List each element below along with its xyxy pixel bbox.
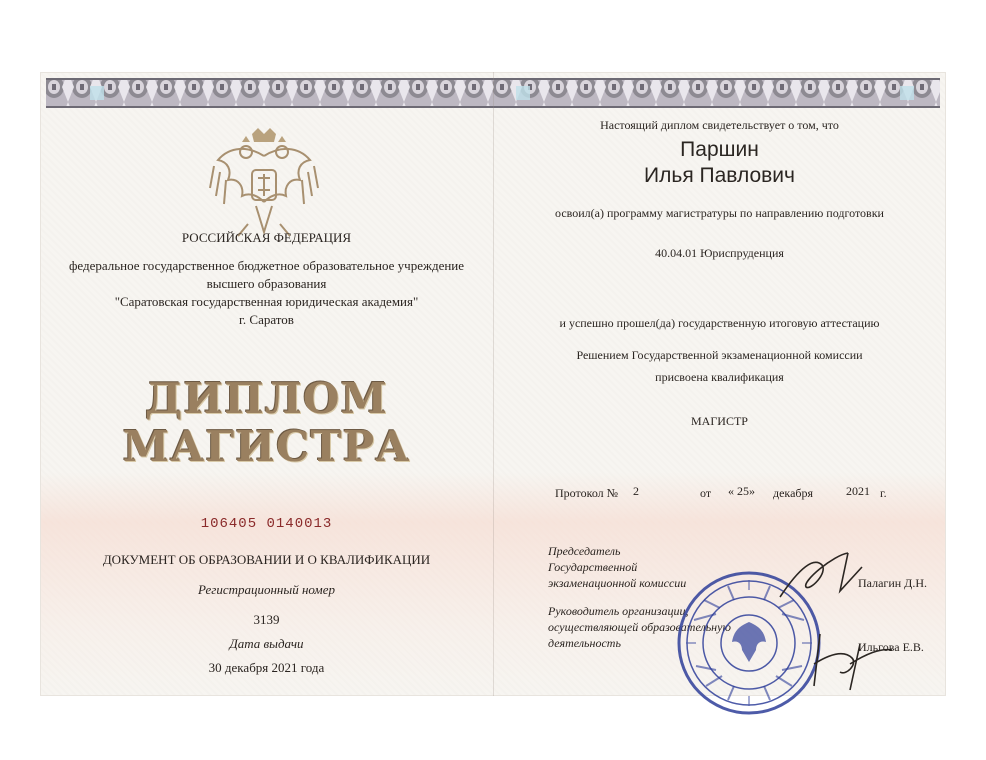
diploma-title-line-1: ДИПЛОМ [145,374,388,423]
protocol-label: Протокол № [555,486,619,500]
program-text: освоил(а) программу магистратуры по направлению подготовки [555,206,884,220]
head-title-line-1: Руководитель организации, [548,604,689,618]
issue-date: 30 декабря 2021 года [208,660,325,675]
decision-line-1: Решением Государственной экзаменационной комиссии [576,348,863,362]
program-name: 40.04.01 Юриспруденция [655,246,784,260]
head-name: Ильгова Е.В. [858,640,924,654]
serial-number: 106405 0140013 [200,516,333,532]
institution-line-3: "Саратовская государственная юридическая академия" [114,294,419,309]
chair-title-line-1: Председатель [548,544,621,558]
chair-signature [770,547,890,607]
head-title-line-2: осуществляющей образовательную [548,620,731,634]
issue-date-label: Дата выдачи [229,636,304,651]
institution-line-2: высшего образования [206,276,327,291]
registration-label: Регистрационный номер [198,582,335,597]
country-name: РОССИЙСКАЯ ФЕДЕРАЦИЯ [181,230,352,245]
qualification: МАГИСТР [691,414,748,428]
head-signature [800,624,900,694]
head-title-line-3: деятельность [548,636,621,650]
protocol-year: 2021 [846,484,870,498]
double-headed-eagle-icon [208,126,320,242]
protocol-number: 2 [633,484,639,498]
chair-title-line-3: экзаменационной комиссии [548,576,687,590]
intro-text: Настоящий диплом свидетельствует о том, что [600,118,839,132]
document-type: ДОКУМЕНТ ОБ ОБРАЗОВАНИИ И О КВАЛИФИКАЦИИ [102,552,431,567]
protocol-year-suffix: г. [880,486,887,500]
registration-number: 3139 [253,612,280,627]
chair-title-line-2: Государственной [548,560,638,574]
institution-line-1: федеральное государственное бюджетное образовательное учреждение [68,258,465,273]
attestation-text: и успешно прошел(да) государственную итоговую аттестацию [559,316,880,330]
recipient-given-names: Илья Павлович [644,164,795,187]
diploma-title-line-2: МАГИСТРА [122,422,411,471]
diploma-document [40,72,946,696]
protocol-month: декабря [773,486,814,500]
institution-city: г. Саратов [239,312,294,327]
decision-line-2: присвоена квалификация [655,370,784,384]
chair-name: Палагин Д.Н. [858,576,928,590]
recipient-surname: Паршин [680,138,759,161]
protocol-from: от [700,486,712,500]
protocol-day: « 25» [728,484,755,498]
